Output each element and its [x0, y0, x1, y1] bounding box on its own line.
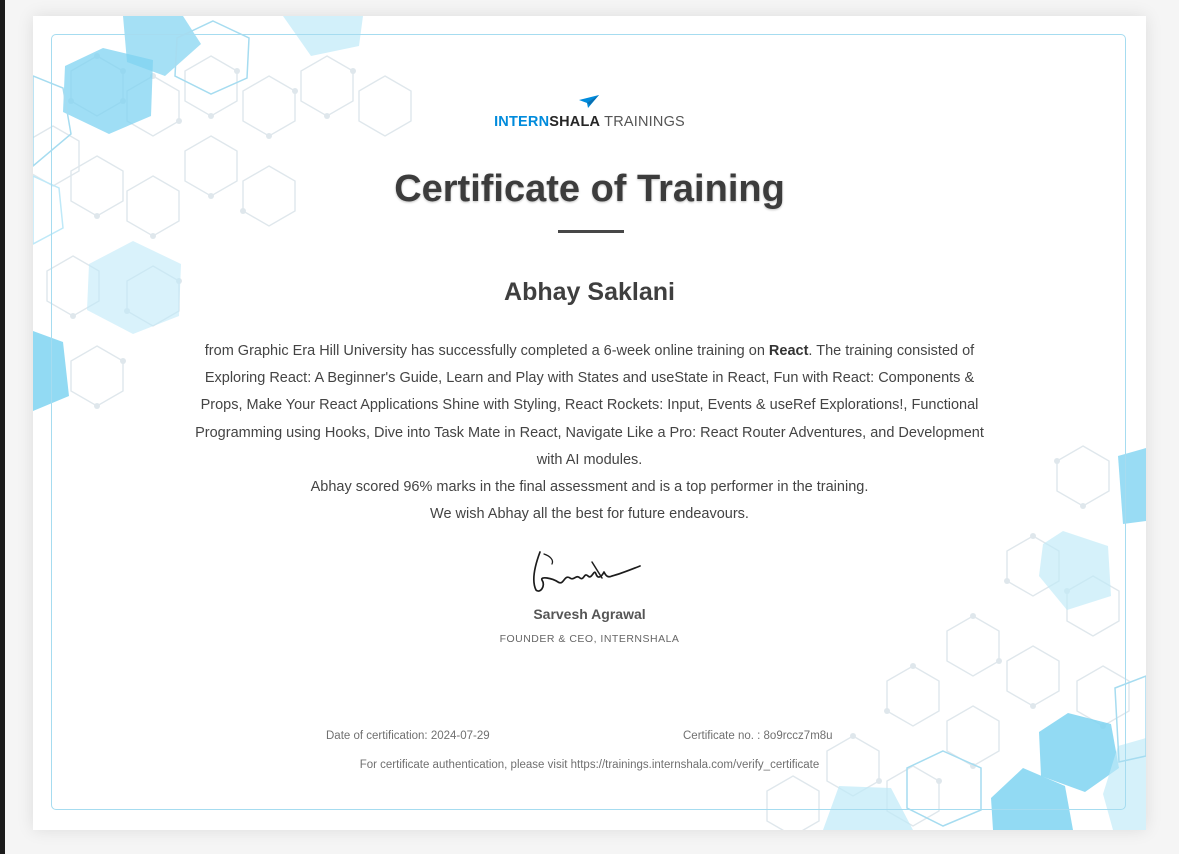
- certification-date: Date of certification: 2024-07-29: [326, 730, 490, 742]
- certificate-title: Certificate of Training: [394, 168, 785, 210]
- signatory-name: Sarvesh Agrawal: [533, 606, 646, 622]
- wish-line: We wish Abhay all the best for future endeavours.: [430, 506, 749, 523]
- window-edge: [0, 0, 5, 854]
- authentication-note: For certificate authentication, please visit https://trainings.internshala.com/verify_certificate: [359, 759, 820, 771]
- logo-wordmark: [33, 114, 1146, 130]
- internshala-logo: [33, 94, 1146, 130]
- signature-image: [530, 546, 646, 598]
- logo-trainings: TRAININGS: [604, 114, 685, 130]
- certificate-number: Certificate no. : 8o9rccz7m8u: [683, 730, 833, 742]
- description-suffix: . The training consisted of Exploring React: A Beginner's Guide, Learn and Play with States and useState in React, Fun with React: Components & Props, Make Your React Applications Shine with Styling, React Rockets: Input, Events & useRef Explorations!, Functional Programming using Hooks, Dive into Task Mate in React, Navigate Like a Pro: React Router Adventures, and Development with AI modules.: [195, 343, 984, 468]
- certificate-body: [193, 338, 986, 528]
- description-prefix: from Graphic Era Hill University has successfully completed a 6-week online training on: [204, 343, 769, 359]
- recipient-name: Abhay Saklani: [504, 278, 675, 306]
- paper-plane-icon: [579, 95, 599, 109]
- certificate-paper: [33, 16, 1146, 830]
- course-name: React: [768, 343, 809, 359]
- title-underline: [558, 230, 624, 233]
- logo-shala: SHALA: [549, 114, 601, 130]
- training-description: [193, 338, 986, 474]
- score-line: Abhay scored 96% marks in the final assessment and is a top performer in the training.: [310, 479, 869, 496]
- signatory-role: FOUNDER & CEO, INTERNSHALA: [499, 633, 680, 645]
- logo-intern: INTERN: [494, 114, 550, 130]
